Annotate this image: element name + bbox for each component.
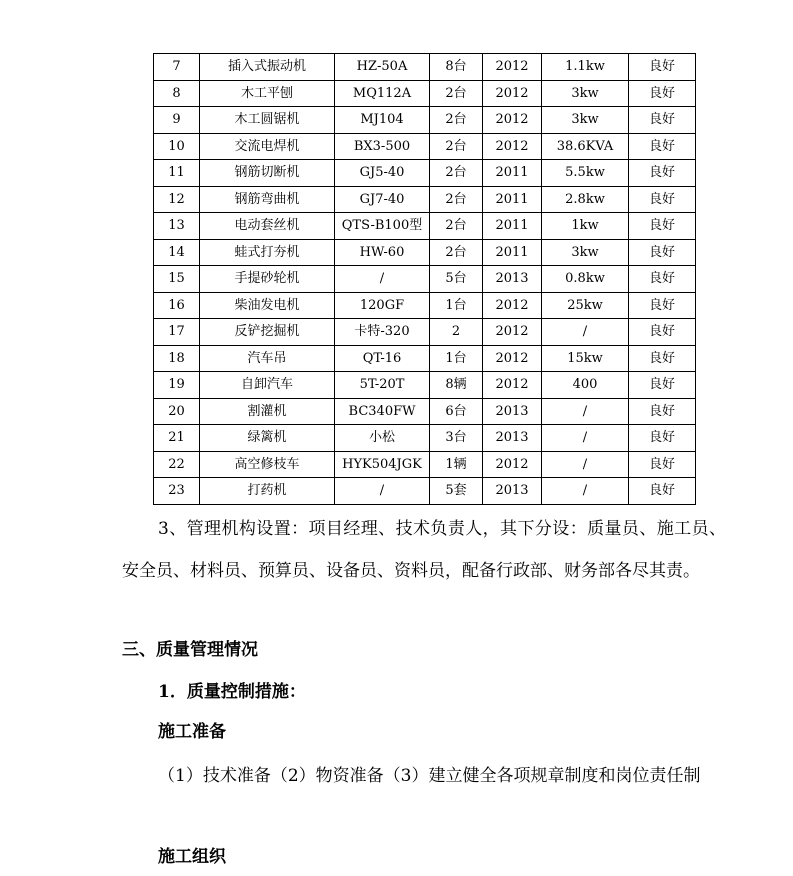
year-cell: 2012 xyxy=(483,372,542,399)
equipment-name-cell: 手提砂轮机 xyxy=(200,266,335,293)
equipment-table xyxy=(153,53,696,505)
quantity-cell: 8台 xyxy=(430,54,483,81)
year-cell: 2013 xyxy=(483,425,542,452)
row-number-cell: 23 xyxy=(154,478,200,505)
equipment-name-cell: 木工圆锯机 xyxy=(200,107,335,134)
power-cell: 3kw xyxy=(542,80,629,107)
equipment-name-cell: 高空修枝车 xyxy=(200,451,335,478)
year-cell: 2012 xyxy=(483,133,542,160)
equipment-name-cell: 钢筋切断机 xyxy=(200,160,335,187)
condition-cell: 良好 xyxy=(629,80,696,107)
power-cell: 25kw xyxy=(542,292,629,319)
power-cell: / xyxy=(542,425,629,452)
condition-cell: 良好 xyxy=(629,398,696,425)
year-cell: 2011 xyxy=(483,186,542,213)
quantity-cell: 8辆 xyxy=(430,372,483,399)
equipment-name-cell: 柴油发电机 xyxy=(200,292,335,319)
section-3-heading: 三、质量管理情况 xyxy=(122,640,258,660)
equipment-name-cell: 汽车吊 xyxy=(200,345,335,372)
equipment-name-cell: 钢筋弯曲机 xyxy=(200,186,335,213)
model-cell: 小松 xyxy=(335,425,430,452)
row-number-cell: 11 xyxy=(154,160,200,187)
equipment-name-cell: 割灌机 xyxy=(200,398,335,425)
condition-cell: 良好 xyxy=(629,107,696,134)
quantity-cell: 2 xyxy=(430,319,483,346)
model-cell: MJ104 xyxy=(335,107,430,134)
table-row xyxy=(154,80,696,107)
year-cell: 2013 xyxy=(483,398,542,425)
management-structure-paragraph: 3、管理机构设置：项目经理、技术负责人，其下分设：质量员、施工员、安全员、材料员、预算员、设备员、资料员，配备行政部、财务部各尽其责。 xyxy=(122,519,726,581)
equipment-name-cell: 反铲挖掘机 xyxy=(200,319,335,346)
condition-cell: 良好 xyxy=(629,133,696,160)
quantity-cell: 1辆 xyxy=(430,451,483,478)
power-cell: 1kw xyxy=(542,213,629,240)
power-cell: 0.8kw xyxy=(542,266,629,293)
power-cell: 15kw xyxy=(542,345,629,372)
quantity-cell: 2台 xyxy=(430,107,483,134)
quantity-cell: 2台 xyxy=(430,133,483,160)
year-cell: 2012 xyxy=(483,54,542,81)
quantity-cell: 2台 xyxy=(430,186,483,213)
year-cell: 2011 xyxy=(483,160,542,187)
power-cell: 2.8kw xyxy=(542,186,629,213)
row-number-cell: 20 xyxy=(154,398,200,425)
condition-cell: 良好 xyxy=(629,345,696,372)
equipment-name-cell: 自卸汽车 xyxy=(200,372,335,399)
model-cell: / xyxy=(335,478,430,505)
power-cell: 3kw xyxy=(542,239,629,266)
row-number-cell: 8 xyxy=(154,80,200,107)
construction-organization-heading: 施工组织 xyxy=(158,847,226,867)
condition-cell: 良好 xyxy=(629,319,696,346)
equipment-name-cell: 打药机 xyxy=(200,478,335,505)
power-cell: / xyxy=(542,478,629,505)
model-cell: 5T-20T xyxy=(335,372,430,399)
row-number-cell: 14 xyxy=(154,239,200,266)
row-number-cell: 18 xyxy=(154,345,200,372)
quantity-cell: 3台 xyxy=(430,425,483,452)
model-cell: QT-16 xyxy=(335,345,430,372)
table-row xyxy=(154,425,696,452)
row-number-cell: 15 xyxy=(154,266,200,293)
table-row xyxy=(154,345,696,372)
table-row xyxy=(154,372,696,399)
model-cell: / xyxy=(335,266,430,293)
table-row xyxy=(154,451,696,478)
quantity-cell: 1台 xyxy=(430,345,483,372)
power-cell: / xyxy=(542,319,629,346)
condition-cell: 良好 xyxy=(629,451,696,478)
row-number-cell: 19 xyxy=(154,372,200,399)
row-number-cell: 13 xyxy=(154,213,200,240)
quantity-cell: 2台 xyxy=(430,213,483,240)
table-row xyxy=(154,186,696,213)
table-row xyxy=(154,160,696,187)
equipment-name-cell: 交流电焊机 xyxy=(200,133,335,160)
row-number-cell: 9 xyxy=(154,107,200,134)
condition-cell: 良好 xyxy=(629,239,696,266)
power-cell: 3kw xyxy=(542,107,629,134)
year-cell: 2013 xyxy=(483,478,542,505)
year-cell: 2012 xyxy=(483,80,542,107)
construction-preparation-paragraph: （1）技术准备（2）物资准备（3）建立健全各项规章制度和岗位责任制 xyxy=(158,766,701,786)
condition-cell: 良好 xyxy=(629,54,696,81)
table-row xyxy=(154,319,696,346)
table-row xyxy=(154,54,696,81)
condition-cell: 良好 xyxy=(629,160,696,187)
table-row xyxy=(154,292,696,319)
condition-cell: 良好 xyxy=(629,292,696,319)
row-number-cell: 22 xyxy=(154,451,200,478)
power-cell: 1.1kw xyxy=(542,54,629,81)
equipment-name-cell: 绿篱机 xyxy=(200,425,335,452)
table-row xyxy=(154,107,696,134)
equipment-name-cell: 插入式振动机 xyxy=(200,54,335,81)
construction-preparation-heading: 施工准备 xyxy=(158,722,226,742)
year-cell: 2011 xyxy=(483,239,542,266)
equipment-name-cell: 木工平刨 xyxy=(200,80,335,107)
year-cell: 2012 xyxy=(483,319,542,346)
quantity-cell: 2台 xyxy=(430,239,483,266)
table-row xyxy=(154,398,696,425)
equipment-name-cell: 电动套丝机 xyxy=(200,213,335,240)
row-number-cell: 10 xyxy=(154,133,200,160)
year-cell: 2013 xyxy=(483,266,542,293)
power-cell: 5.5kw xyxy=(542,160,629,187)
power-cell: / xyxy=(542,398,629,425)
condition-cell: 良好 xyxy=(629,213,696,240)
model-cell: MQ112A xyxy=(335,80,430,107)
condition-cell: 良好 xyxy=(629,186,696,213)
equipment-name-cell: 蛙式打夯机 xyxy=(200,239,335,266)
year-cell: 2012 xyxy=(483,107,542,134)
table-row xyxy=(154,239,696,266)
power-cell: 38.6KVA xyxy=(542,133,629,160)
condition-cell: 良好 xyxy=(629,478,696,505)
year-cell: 2012 xyxy=(483,292,542,319)
power-cell: / xyxy=(542,451,629,478)
table-row xyxy=(154,213,696,240)
model-cell: BC340FW xyxy=(335,398,430,425)
model-cell: 120GF xyxy=(335,292,430,319)
table-row xyxy=(154,266,696,293)
model-cell: HZ-50A xyxy=(335,54,430,81)
model-cell: QTS-B100型 xyxy=(335,213,430,240)
quantity-cell: 5台 xyxy=(430,266,483,293)
table-row xyxy=(154,133,696,160)
quantity-cell: 1台 xyxy=(430,292,483,319)
model-cell: BX3-500 xyxy=(335,133,430,160)
quantity-cell: 6台 xyxy=(430,398,483,425)
quality-control-subheading: 1．质量控制措施： xyxy=(158,682,306,702)
row-number-cell: 17 xyxy=(154,319,200,346)
model-cell: HYK504JGK xyxy=(335,451,430,478)
condition-cell: 良好 xyxy=(629,372,696,399)
power-cell: 400 xyxy=(542,372,629,399)
row-number-cell: 12 xyxy=(154,186,200,213)
quantity-cell: 2台 xyxy=(430,80,483,107)
quantity-cell: 5套 xyxy=(430,478,483,505)
row-number-cell: 7 xyxy=(154,54,200,81)
model-cell: GJ7-40 xyxy=(335,186,430,213)
condition-cell: 良好 xyxy=(629,425,696,452)
table-row xyxy=(154,478,696,505)
quantity-cell: 2台 xyxy=(430,160,483,187)
row-number-cell: 21 xyxy=(154,425,200,452)
condition-cell: 良好 xyxy=(629,266,696,293)
year-cell: 2011 xyxy=(483,213,542,240)
year-cell: 2012 xyxy=(483,345,542,372)
model-cell: 卡特-320 xyxy=(335,319,430,346)
row-number-cell: 16 xyxy=(154,292,200,319)
model-cell: GJ5-40 xyxy=(335,160,430,187)
model-cell: HW-60 xyxy=(335,239,430,266)
year-cell: 2012 xyxy=(483,451,542,478)
